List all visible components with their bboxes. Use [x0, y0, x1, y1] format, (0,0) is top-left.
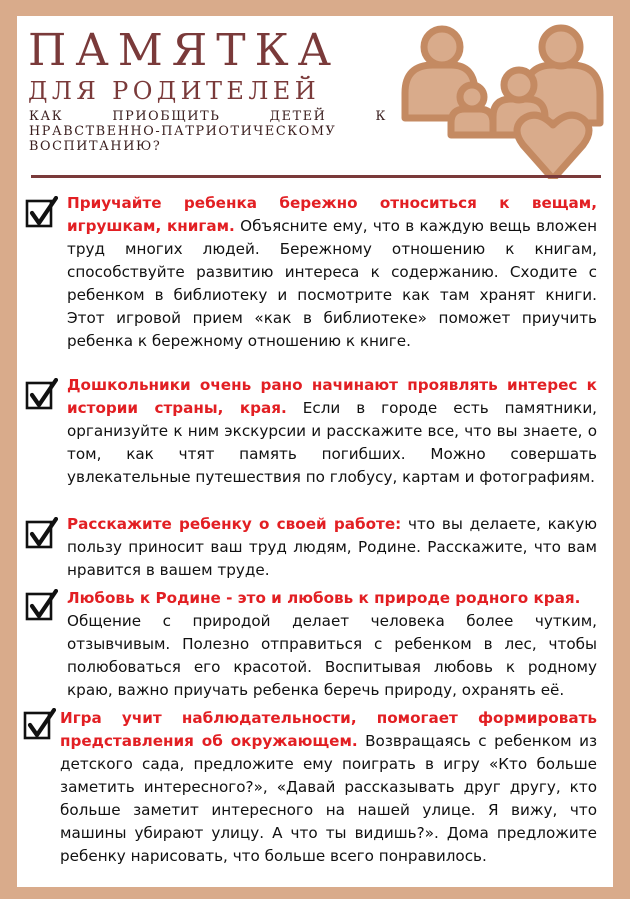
tip-heading-3: Расскажите ребенку о своей работе: — [67, 515, 402, 533]
tip-text-1 — [67, 192, 597, 353]
tip-text-4 — [67, 587, 597, 702]
checkbox-tick-icon — [25, 589, 58, 622]
tip-body-2: Если в городе есть памятники, организуйте к ним экскурсии и расскажите все, что вы знаете, о том, как чтят память погибших. Можно совершать увлекательные путешествия по глобусу, картам и фотографиям. — [67, 399, 598, 486]
header-divider — [31, 175, 601, 178]
memo-subtitle: ДЛЯ РОДИТЕЛЕЙ — [28, 77, 321, 105]
question-line-2: НРАВСТВЕННО-ПАТРИОТИЧЕСКОМУ — [29, 124, 337, 139]
tip-body-4: Общение с природой делает человека более чутким, отзывчивым. Полезно отправиться с ребенком в лес, чтобы полюбоваться его красотой. Воспитывая любовь к родному краю, важно приучать ребенка беречь природу, охранять её. — [67, 612, 597, 699]
memo-question — [29, 109, 387, 154]
tip-body-3: что вы делаете, какую пользу приносит ваш труд людям, Родине. Расскажите, что вам нравится в вашем труде. — [67, 515, 597, 579]
memo-title: ПАМЯТКА — [28, 25, 341, 76]
checkbox-tick-icon — [25, 378, 58, 411]
question-line-1: КАК ПРИОБЩИТЬ ДЕТЕЙ К — [29, 109, 387, 124]
checkbox-tick-icon — [25, 517, 58, 550]
tip-heading-4: Любовь к Родине - это и любовь к природе родного края. — [67, 589, 581, 607]
memo-page — [17, 16, 613, 887]
tip-heading-1: Приучайте ребенка бережно относиться к вещам, игрушкам, книгам. — [67, 194, 597, 235]
tip-text-5 — [60, 707, 597, 868]
tip-text-2 — [67, 374, 597, 489]
checkbox-tick-icon — [25, 196, 58, 229]
tip-body-1: Объясните ему, что в каждую вещь вложен труд многих людей. Бережному отношению к книгам, способствуйте развитию интереса к содержанию. Сходите с ребенком в библиотеку и посмотрите как там хранят книги. Этот игровой прием «как в библиотеке» поможет приучить ребенка к бережному отношению к книге. — [67, 217, 597, 350]
family-heart-icon — [395, 23, 609, 179]
checkbox-tick-icon — [23, 708, 56, 741]
tip-text-3 — [67, 513, 597, 582]
question-line-3: ВОСПИТАНИЮ? — [29, 139, 162, 154]
tip-heading-5: Игра учит наблюдательности, помогает формировать представления об окружающем. — [60, 709, 597, 750]
tip-heading-2: Дошкольники очень рано начинают проявлять интерес к истории страны, края. — [67, 376, 597, 417]
tip-body-5: Возвращаясь с ребенком из детского сада, предложите ему поиграть в игру «Кто больше заметить интересного?», «Давай рассказывать друг другу, кто больше заметит интересного на нашей улице. Я вижу, что машины убирают улицу. А что ты видишь?». Дома предложите ребенку нарисовать, что больше всего понравилось. — [60, 732, 598, 865]
